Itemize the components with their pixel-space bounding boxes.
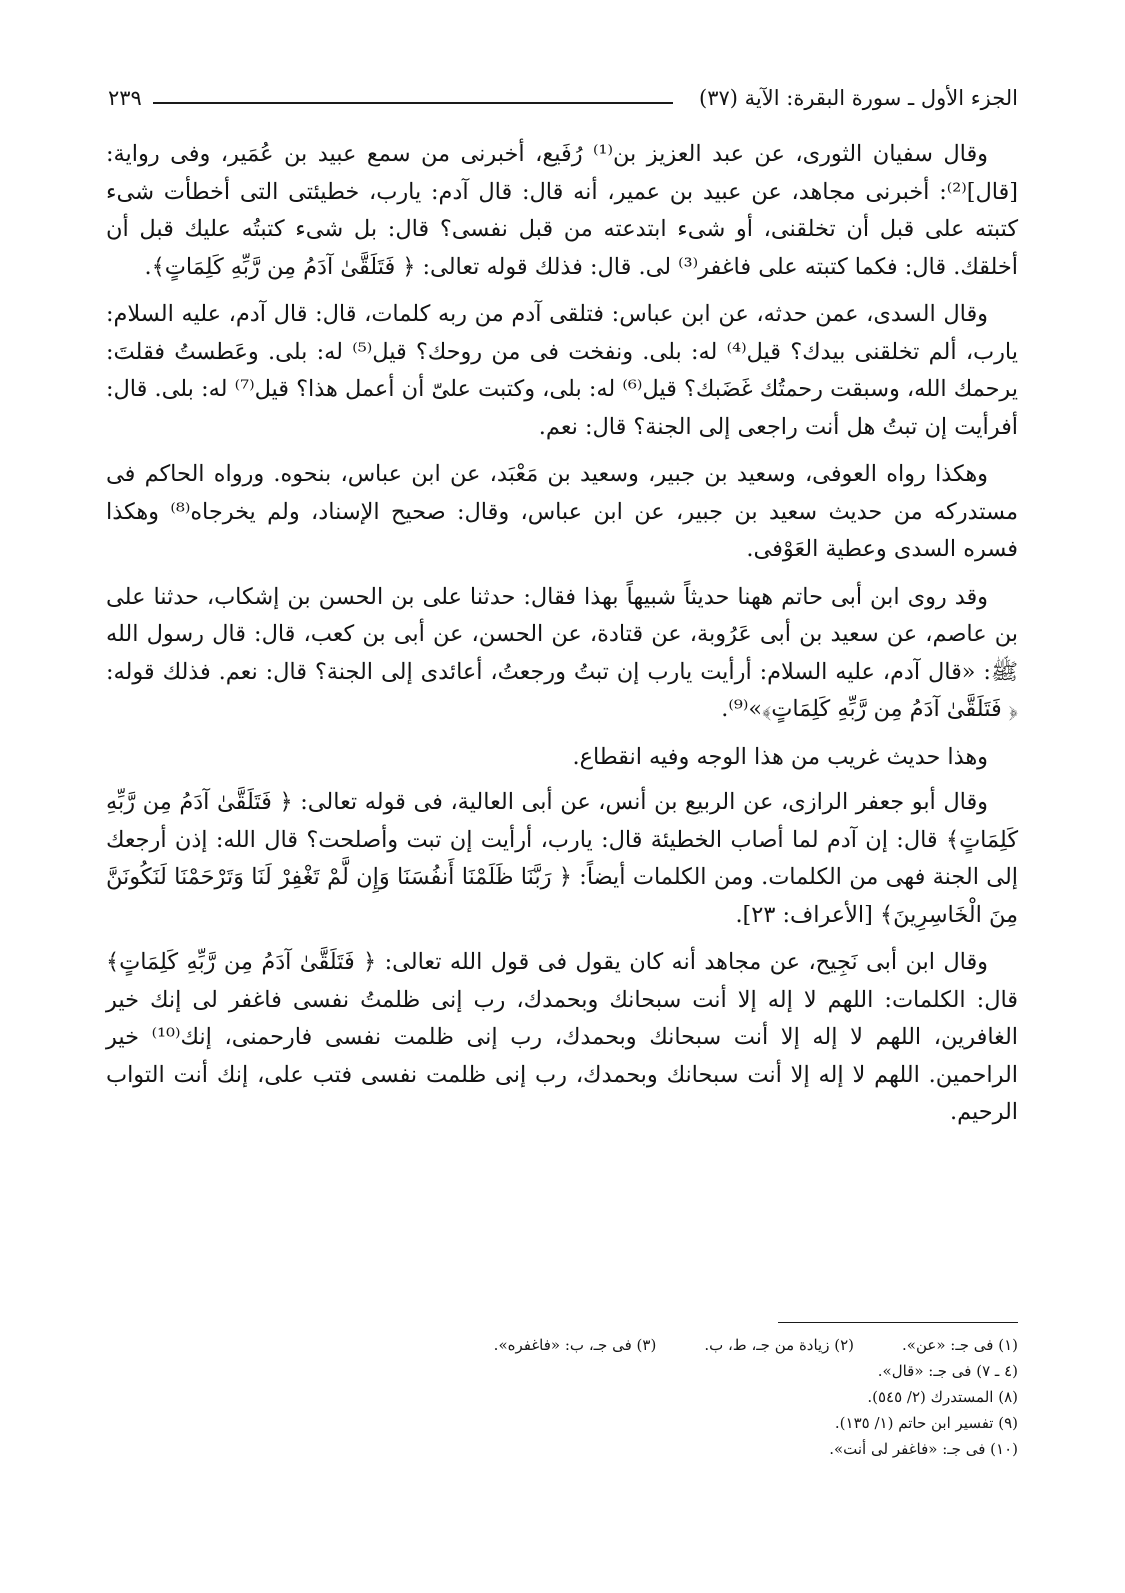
paragraph: وقال أبو جعفر الرازى، عن الربيع بن أنس، عن أبى العالية، فى قوله تعالى: ﴿ فَتَلَقَّىٰ آدَمُ مِن رَّبِّهِ كَلِمَاتٍ﴾ قال: إن آدم لما أصاب الخطيئة قال: يارب، أرأيت إن تبت وأصلحت؟ قال الله: إذن أرجعك إلى الجنة فهى من الكلمات. ومن الكلمات أيضاً: ﴿ رَبَّنَا ظَلَمْنَا أَنفُسَنَا وَإِن لَّمْ تَغْفِرْ لَنَا وَتَرْحَمْنَا لَنَكُونَنَّ مِنَ الْخَاسِرِينَ﴾ [الأعراف: ٢٣]. bbox=[106, 789, 1018, 928]
footnotes bbox=[106, 1332, 1018, 1462]
footnote: (١) فى جـ: «عن». bbox=[902, 1336, 1018, 1354]
paragraph: وقد روى ابن أبى حاتم ههنا حديثاً شبيهاً بهذا فقال: حدثنا على بن الحسن بن إشكاب، حدثنا على بن عاصم، عن سعيد بن أبى عَرُوبة، عن قتادة، عن الحسن، عن أبى بن كعب، قال: قال رسول الله ﷺ: «قال آدم، عليه السلام: أرأيت يارب إن تبتُ ورجعتُ، أعائدى إلى الجنة؟ قال: نعم. فذلك قوله: ﴿ فَتَلَقَّىٰ آدَمُ مِن رَّبِّهِ كَلِمَاتٍ﴾»⁽⁹⁾. bbox=[106, 583, 1018, 722]
body-text bbox=[106, 136, 1018, 1142]
paragraph: وهكذا رواه العوفى، وسعيد بن جبير، وسعيد بن مَعْبَد، عن ابن عباس، بنحوه. ورواه الحاكم فى مستدركه من حديث سعيد بن جبير، عن ابن عباس، وقال: صحيح الإسناد، ولم يخرجاه⁽⁸⁾ وهكذا فسره السدى وعطية العَوْفى. bbox=[106, 461, 1018, 562]
paragraph: وقال ابن أبى نَجِيح، عن مجاهد أنه كان يقول فى قول الله تعالى: ﴿ فَتَلَقَّىٰ آدَمُ مِن رَّبِّهِ كَلِمَاتٍ﴾ قال: الكلمات: اللهم لا إله إلا أنت سبحانك وبحمدك، رب إنى ظلمتُ نفسى فاغفر لى إنك خير الغافرين، اللهم لا إله إلا أنت سبحانك وبحمدك، رب إنى ظلمت نفسى فارحمنى، إنك⁽¹⁰⁾ خير الراحمين. اللهم لا إله إلا أنت سبحانك وبحمدك، رب إنى ظلمت نفسى فتب على، إنك أنت التواب الرحيم. bbox=[106, 949, 1018, 1125]
header-title: الجزء الأول ـ سورة البقرة: الآية (٣٧) bbox=[693, 86, 1018, 110]
running-header bbox=[108, 84, 1018, 118]
footnote: (٢) زيادة من جـ، ط، ب. bbox=[704, 1336, 855, 1354]
footnote-separator bbox=[778, 1322, 1018, 1323]
header-rule bbox=[153, 102, 673, 104]
paragraph: وقال سفيان الثورى، عن عبد العزيز بن⁽¹⁾ رُفَيع، أخبرنى من سمع عبيد بن عُمَير، وفى رواية: [قال]⁽²⁾: أخبرنى مجاهد، عن عبيد بن عمير، أنه قال: قال آدم: يارب، خطيئتى التى أخطأت شىء كتبته على قبل أن تخلقنى، أو شىء ابتدعته من قبل نفسى؟ قال: بل شىء كتبتُه عليك قبل أن أخلقك. قال: فكما كتبته على فاغفر⁽³⁾ لى. قال: فذلك قوله تعالى: ﴿ فَتَلَقَّىٰ آدَمُ مِن رَّبِّهِ كَلِمَاتٍ﴾. bbox=[106, 141, 1018, 280]
footnote: (٩) تفسير ابن حاتم (١/ ١٣٥). bbox=[834, 1414, 1018, 1432]
footnote: (٣) فى جـ، ب: «فاغفره». bbox=[493, 1336, 657, 1354]
footnote-row bbox=[106, 1332, 1018, 1358]
paragraph: وهذا حديث غريب من هذا الوجه وفيه انقطاع. bbox=[572, 743, 988, 770]
page-number: ٢٣٩ bbox=[108, 86, 142, 110]
footnote: (٤ ـ ٧) فى جـ: «قال». bbox=[877, 1362, 1018, 1380]
footnote: (٨) المستدرك (٢/ ٥٤٥). bbox=[867, 1388, 1018, 1406]
footnote: (١٠) فى جـ: «فاغفر لى أنت». bbox=[829, 1440, 1018, 1458]
paragraph: وقال السدى، عمن حدثه، عن ابن عباس: فتلقى آدم من ربه كلمات، قال: قال آدم، عليه السلام: يارب، ألم تخلقنى بيدك؟ قيل⁽⁴⁾ له: بلى. ونفخت فى من روحك؟ قيل⁽⁵⁾ له: بلى. وعَطستُ فقلتَ: يرحمك الله، وسبقت رحمتُك غَضَبك؟ قيل⁽⁶⁾ له: بلى، وكتبت علىّ أن أعمل هذا؟ قيل⁽⁷⁾ له: بلى. قال: أفرأيت إن تبتُ هل أنت راجعى إلى الجنة؟ قال: نعم. bbox=[106, 301, 1019, 440]
